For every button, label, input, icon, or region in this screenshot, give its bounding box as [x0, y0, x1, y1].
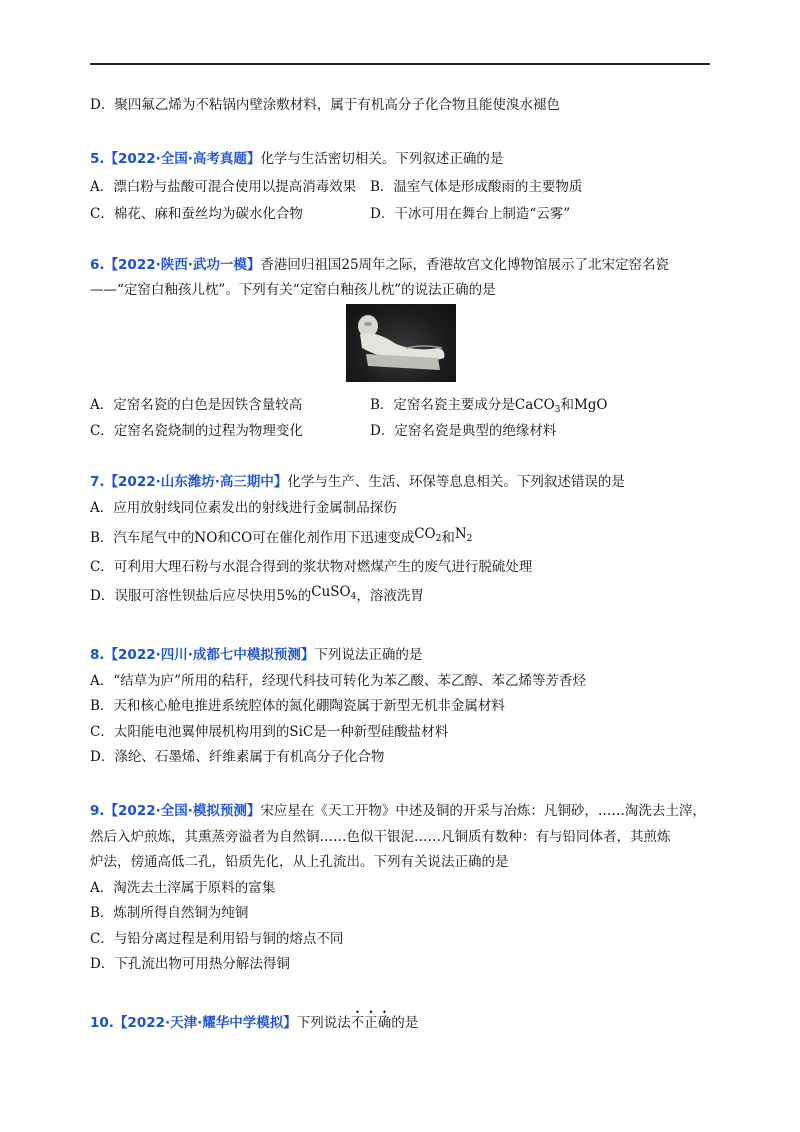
- question-8: [90, 646, 422, 664]
- question-number: 7.: [90, 474, 105, 490]
- q7-option-a: A．应用放射线同位素发出的射线进行金属制品探伤: [90, 500, 397, 516]
- question-stem-end: 的是: [391, 1015, 419, 1031]
- formula-n2: [455, 526, 473, 542]
- q6-option-a: A．定窑名瓷的白色是因铁含量较高: [90, 397, 303, 413]
- formula-text: CO: [414, 526, 436, 542]
- question-5: [90, 150, 503, 168]
- q6-option-d: D．定窑名瓷是典型的绝缘材料: [370, 423, 557, 439]
- q7-option-b: [90, 526, 473, 552]
- formula-subscript: 3: [554, 405, 561, 415]
- q5-option-c: C．棉花、麻和蚕丝均为碳水化合物: [90, 206, 303, 222]
- q6-stem-line-2: ——“定窑白釉孩儿枕”。下列有关“定窑白釉孩儿枕”的说法正确的是: [90, 282, 496, 298]
- emphasized-char: 确: [377, 1015, 392, 1031]
- question-stem: 化学与生活密切相关。下列叙述正确的是: [260, 151, 504, 167]
- question-source[interactable]: 【2022·山东潍坊·高三期中】: [104, 474, 288, 490]
- porcelain-pillow-photo: [346, 304, 456, 382]
- q9-option-a: A．淘洗去土滓属于原料的富集: [90, 880, 276, 896]
- option-text: 和: [441, 530, 455, 546]
- option-text: B．定窑名瓷主要成分是: [370, 397, 515, 413]
- question-number: 8.: [90, 647, 105, 663]
- option-text: ，溶液洗胃: [356, 588, 424, 604]
- header-rule: [90, 63, 710, 65]
- option-text: B．汽车尾气中的NO和CO可在催化剂作用下迅速变成: [90, 530, 415, 546]
- q7-option-c: C．可利用大理石粉与水混合得到的浆状物对燃煤产生的废气进行脱硫处理: [90, 559, 533, 575]
- formula-subscript: 4: [350, 592, 357, 602]
- formula-text: CaCO: [514, 397, 555, 413]
- formula-text: N: [454, 526, 467, 542]
- q6-option-b: [370, 396, 607, 419]
- question-number: 6.: [90, 257, 105, 273]
- emphasized-char: 正: [364, 1015, 378, 1031]
- q7-option-d: [90, 584, 424, 610]
- question-number: 9.: [90, 803, 105, 819]
- option-text: 和: [560, 397, 574, 413]
- q5-option-a: A．漂白粉与盐酸可混合使用以提高消毒效果: [90, 179, 357, 195]
- q9-stem-line-2: 然后入炉煎炼，其熏蒸旁溢者为自然铜……色似干银泥……凡铜质有数种：有与铅同体者，其煎炼: [90, 829, 671, 845]
- question-stem: 下列说法正确的是: [314, 647, 423, 663]
- question-7: [90, 473, 625, 491]
- question-stem: 宋应星在《天工开物》中述及铜的开采与冶炼：凡铜砂，……淘洗去土滓，: [260, 803, 706, 819]
- q9-option-b: B．炼制所得自然铜为纯铜: [90, 905, 249, 921]
- option-text: D．误服可溶性钡盐后应尽快用5%的: [90, 588, 312, 604]
- q9-option-d: D．下孔流出物可用热分解法得铜: [90, 956, 290, 972]
- q8-option-a: A．“结草为庐”所用的秸秆，经现代科技可转化为苯乙酸、苯乙醇、苯乙烯等芳香烃: [90, 673, 587, 689]
- question-source[interactable]: 【2022·全国·模拟预测】: [104, 803, 261, 819]
- question-stem: 化学与生产、生活、环保等息息相关。下列叙述错误的是: [287, 474, 625, 490]
- question-source[interactable]: 【2022·天津·耀华中学模拟】: [113, 1015, 297, 1031]
- formula-co2: [414, 526, 441, 542]
- q9-option-c: C．与铅分离过程是利用铅与铜的熔点不同: [90, 931, 344, 947]
- q5-option-b: B．温室气体是形成酸雨的主要物质: [370, 179, 583, 195]
- question-number: 10.: [90, 1015, 114, 1031]
- formula-subscript: 2: [435, 534, 442, 544]
- porcelain-pillow-icon: [346, 304, 456, 382]
- question-source[interactable]: 【2022·四川·成都七中模拟预测】: [104, 647, 315, 663]
- emphasized-char: 不: [350, 1015, 365, 1031]
- formula-text: CuSO: [311, 584, 351, 600]
- q8-option-c: C．太阳能电池翼伸展机构用到的SiC是一种新型硅酸盐材料: [90, 724, 449, 740]
- q5-option-d: D．干冰可用在舞台上制造“云雾”: [370, 206, 571, 222]
- question-stem: 下列说法: [296, 1015, 351, 1031]
- q4-option-d: D．聚四氟乙烯为不粘锅内壁涂敷材料，属于有机高分子化合物且能使溴水褪色: [90, 97, 560, 113]
- formula-mgo: MgO: [573, 397, 608, 413]
- formula-caco3: [515, 397, 561, 413]
- question-source[interactable]: 【2022·全国·高考真题】: [104, 151, 261, 167]
- question-stem: 香港回归祖国25周年之际，香港故宫文化博物馆展示了北宋定窑名瓷: [260, 257, 670, 273]
- q8-option-d: D．涤纶、石墨烯、纤维素属于有机高分子化合物: [90, 749, 385, 765]
- question-number: 5.: [90, 151, 105, 167]
- formula-subscript: 2: [466, 534, 473, 544]
- question-10: [90, 1014, 418, 1032]
- question-9: [90, 802, 706, 820]
- q8-option-b: B．天和核心舱电推进系统腔体的氮化硼陶瓷属于新型无机非金属材料: [90, 698, 505, 714]
- q6-option-c: C．定窑名瓷烧制的过程为物理变化: [90, 423, 303, 439]
- q9-stem-line-3: 炉法，傍通高低二孔，铅质先化，从上孔流出。下列有关说法正确的是: [90, 854, 509, 870]
- emphasized-word: [351, 1015, 392, 1031]
- question-6: [90, 256, 669, 274]
- formula-cuso4: [311, 584, 356, 600]
- question-source[interactable]: 【2022·陕西·武功一模】: [104, 257, 261, 273]
